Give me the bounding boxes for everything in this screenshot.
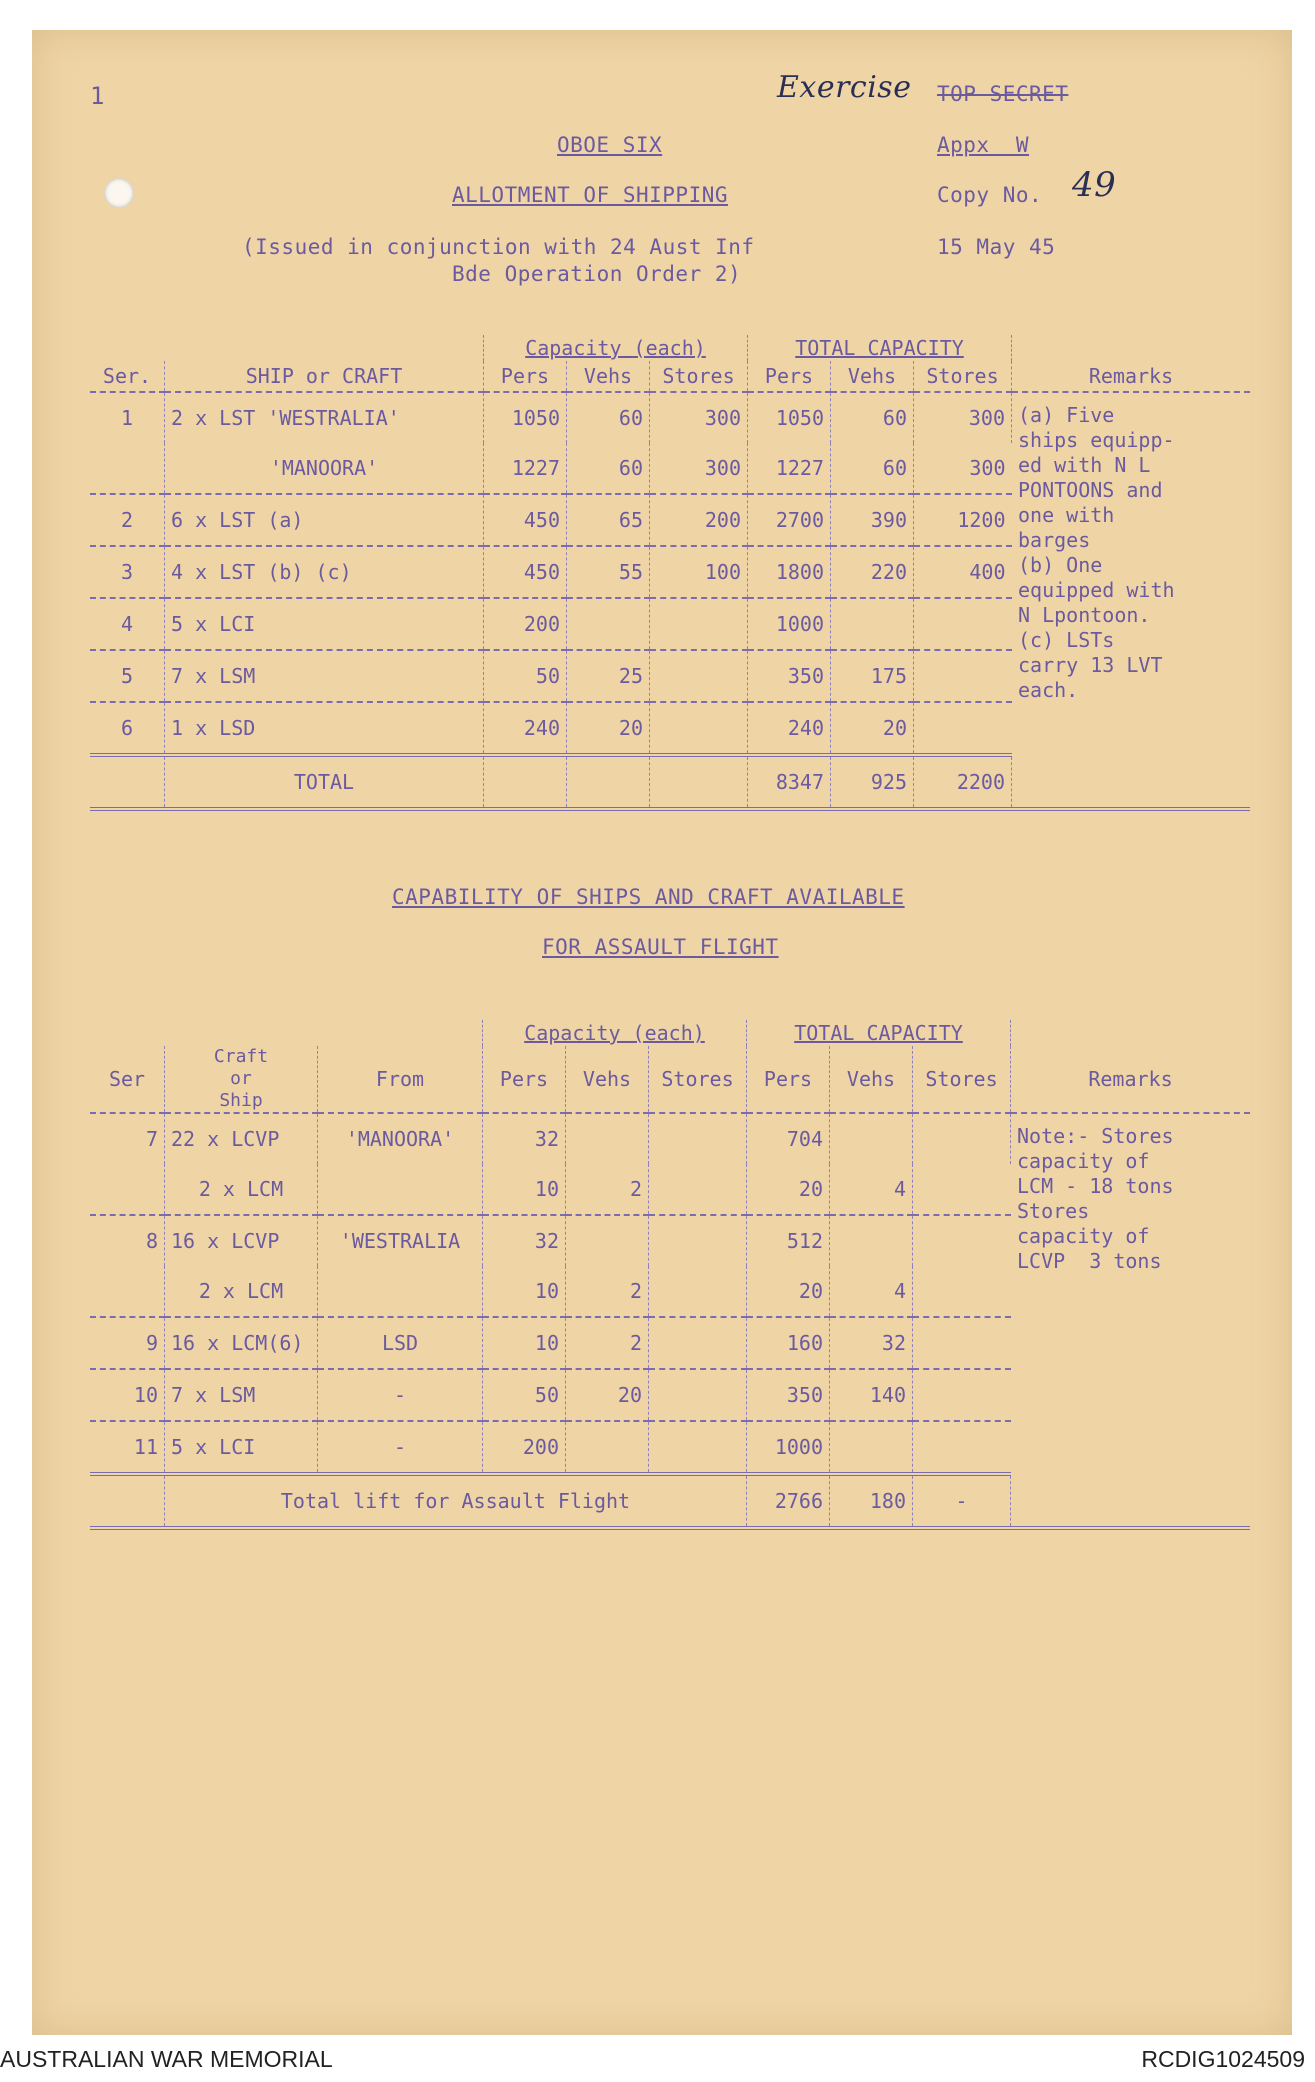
capacity-each-header: Capacity (each): [483, 1020, 747, 1046]
punch-hole: [104, 178, 134, 208]
table-row: 2 6 x LST (a) 450 65 200 2700 390 1200: [90, 494, 1250, 546]
col-ship: SHIP or CRAFT: [165, 361, 484, 392]
document-page: [32, 30, 1292, 2035]
table-row: 2 x LCM 10 2 20 4: [90, 1266, 1250, 1317]
assault-flight-table: [90, 1020, 1250, 1530]
page-mark: 1: [90, 82, 105, 110]
col-vehs: Vehs: [567, 361, 650, 392]
footer-right: RCDIG1024509: [1141, 2046, 1305, 2072]
total-row: TOTAL 8347 925 2200: [90, 755, 1250, 809]
col-stores: Stores: [649, 1046, 747, 1113]
col-craft: Craft or Ship: [165, 1046, 318, 1113]
col-vehs: Vehs: [566, 1046, 649, 1113]
table-row: 'MANOORA' 1227 60 300 1227 60 300: [90, 443, 1250, 494]
total-capacity-header: TOTAL CAPACITY: [747, 1020, 1011, 1046]
total-label: Total lift for Assault Flight: [165, 1474, 747, 1528]
appendix-label: Appx W: [937, 133, 1030, 157]
table-row: 9 16 x LCM(6) LSD 10 2 160 32: [90, 1317, 1250, 1369]
remarks-notes: Note:- Stores capacity of LCM - 18 tons Stores capacity of LCVP 3 tons: [1017, 1124, 1174, 1273]
col-total-vehs: Vehs: [830, 1046, 913, 1113]
table-row: 1 2 x LST 'WESTRALIA' 1050 60 300 1050 60 300 (a) Five ships equipp- ed with N L PONTOONS and one with barges (b) One equipped with N Lpontoon. (c) LSTs carry 13 LVT each.: [90, 392, 1250, 443]
table-row: 11 5 x LCI - 200 1000: [90, 1421, 1250, 1474]
section-title-line-1: CAPABILITY OF SHIPS AND CRAFT AVAILABLE: [392, 885, 905, 909]
col-remarks: Remarks: [1012, 361, 1251, 392]
col-pers: Pers: [483, 1046, 566, 1113]
issue-date: 15 May 45: [937, 235, 1056, 259]
col-total-stores: Stores: [914, 361, 1012, 392]
table-row: 3 4 x LST (b) (c) 450 55 100 1800 220 400: [90, 546, 1250, 598]
col-ser: Ser: [90, 1046, 165, 1113]
col-total-pers: Pers: [747, 1046, 830, 1113]
table-row: 2 x LCM 10 2 20 4: [90, 1164, 1250, 1215]
table-row: 4 5 x LCI 200 1000: [90, 598, 1250, 650]
col-from: From: [318, 1046, 483, 1113]
total-row: Total lift for Assault Flight 2766 180 -: [90, 1474, 1250, 1528]
col-ser: Ser.: [90, 361, 165, 392]
handwritten-annotation: Exercise: [777, 70, 912, 105]
issued-line-1: (Issued in conjunction with 24 Aust Inf: [242, 235, 755, 259]
shipping-allotment-table: [90, 335, 1250, 811]
copy-label: Copy No.: [937, 183, 1043, 207]
operation-name: OBOE SIX: [557, 133, 663, 157]
table-row: 5 7 x LSM 50 25 350 175: [90, 650, 1250, 702]
copy-number: 49: [1072, 165, 1117, 205]
col-total-stores: Stores: [913, 1046, 1011, 1113]
col-pers: Pers: [484, 361, 567, 392]
table-row: 8 16 x LCVP 'WESTRALIA 32 512: [90, 1215, 1250, 1266]
capacity-each-header: Capacity (each): [484, 335, 748, 361]
issued-line-2: Bde Operation Order 2): [452, 262, 742, 286]
table-row: 10 7 x LSM - 50 20 350 140: [90, 1369, 1250, 1421]
table-row: 6 1 x LSD 240 20 240 20: [90, 702, 1250, 755]
footer-left: AUSTRALIAN WAR MEMORIAL: [0, 2046, 333, 2072]
col-total-pers: Pers: [748, 361, 831, 392]
col-stores: Stores: [650, 361, 748, 392]
section-title-line-2: FOR ASSAULT FLIGHT: [542, 935, 779, 959]
remarks-notes: (a) Five ships equipp- ed with N L PONTOONS and one with barges (b) One equipped with N Lpontoon. (c) LSTs carry 13 LVT each.: [1018, 403, 1175, 702]
total-capacity-header: TOTAL CAPACITY: [748, 335, 1012, 361]
table-row: 7 22 x LCVP 'MANOORA' 32 704 Note:- Stores capacity of LCM - 18 tons Stores capacity of LCVP 3 tons: [90, 1113, 1250, 1164]
col-total-vehs: Vehs: [831, 361, 914, 392]
col-remarks: Remarks: [1011, 1046, 1251, 1113]
document-title: ALLOTMENT OF SHIPPING: [452, 183, 729, 207]
total-label: TOTAL: [165, 755, 484, 809]
classification: TOP SECRET: [937, 82, 1069, 106]
